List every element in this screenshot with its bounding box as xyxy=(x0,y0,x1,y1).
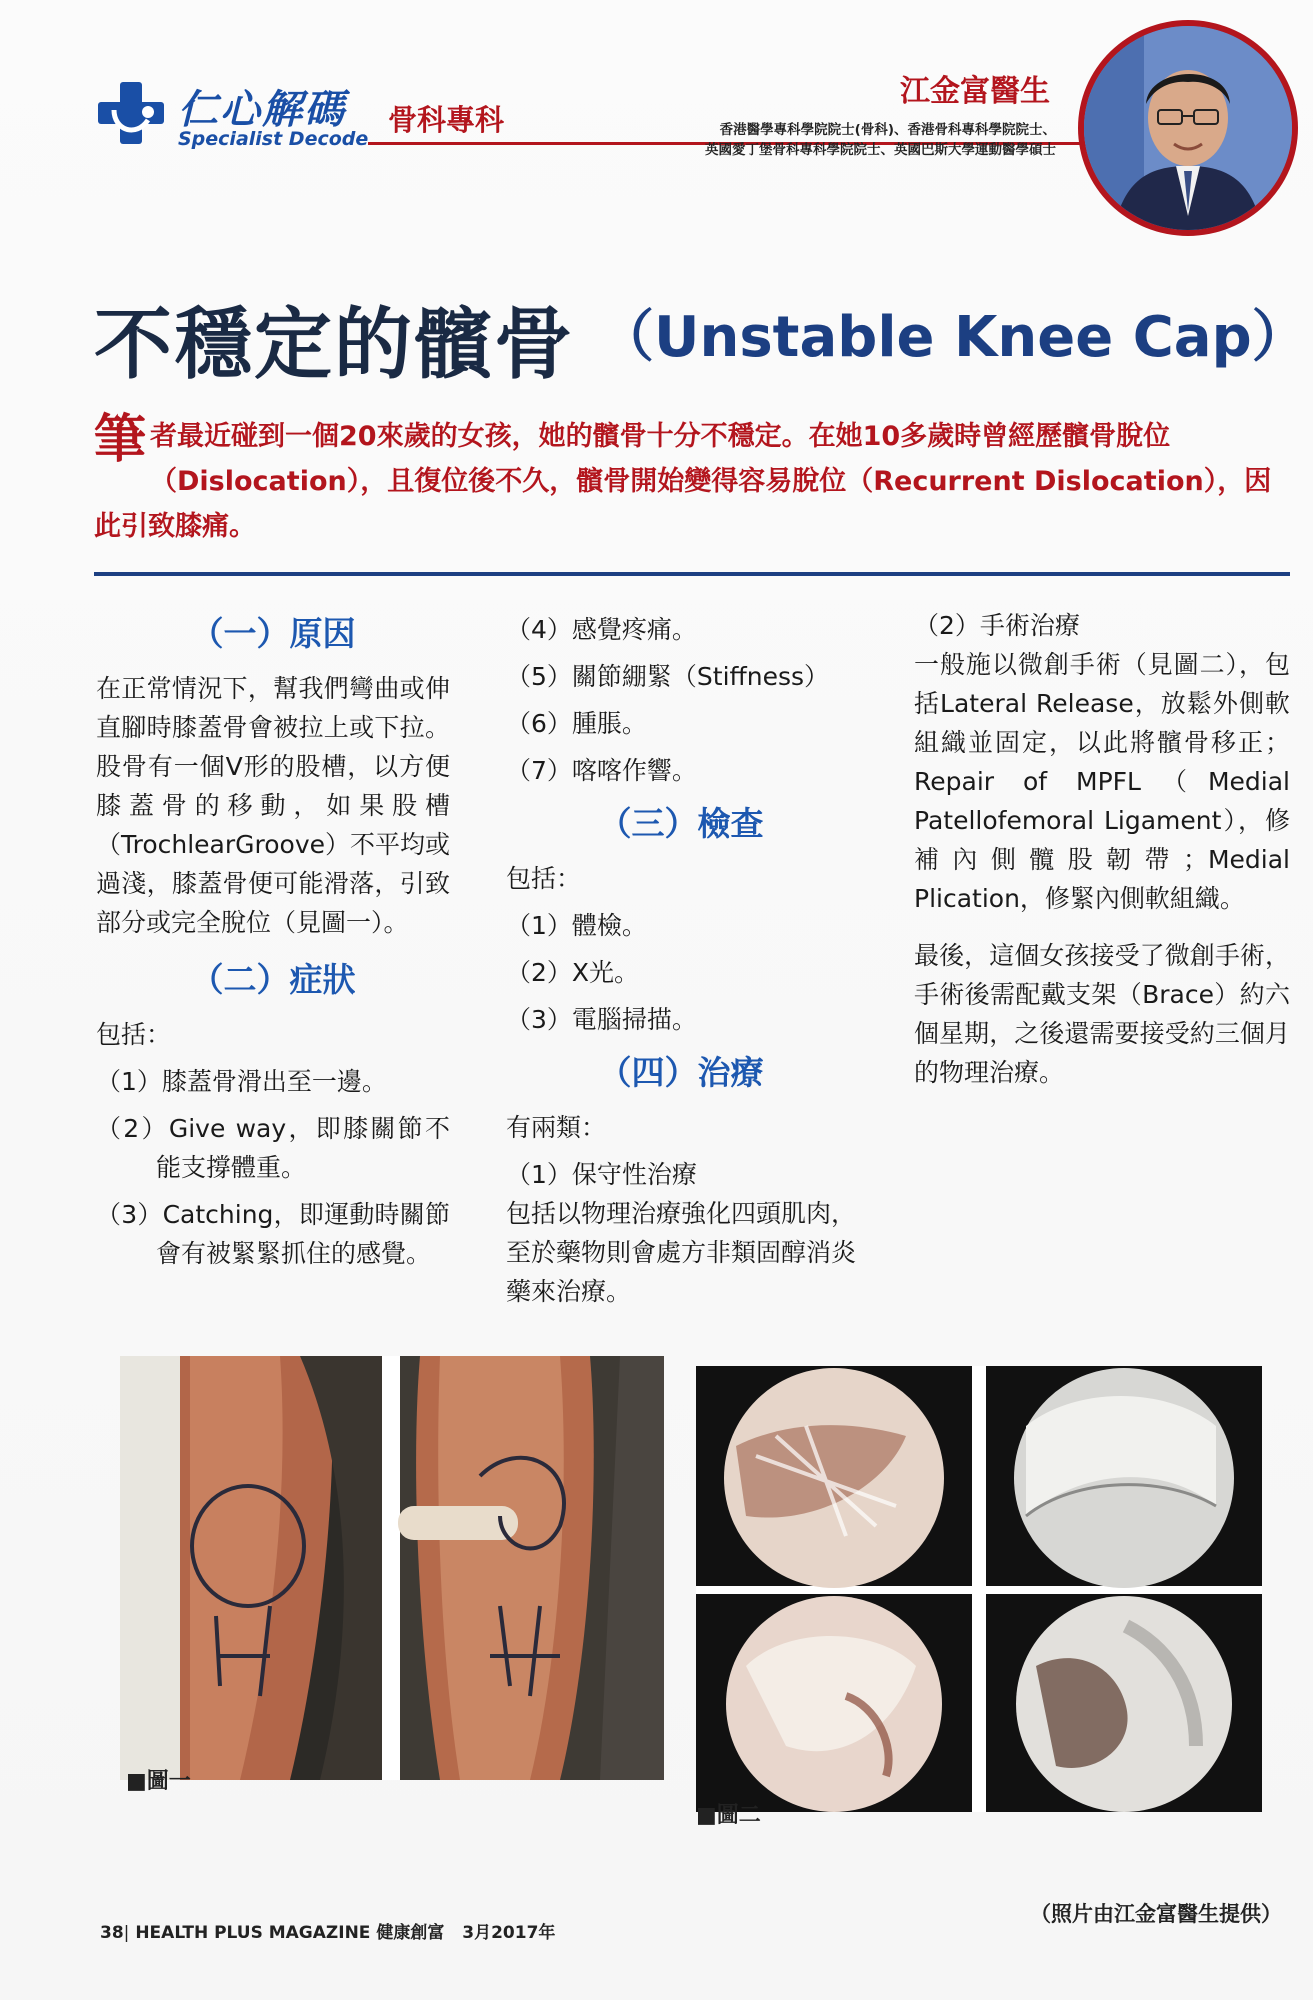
intro-paragraph xyxy=(94,410,1290,549)
intro-divider xyxy=(94,572,1290,576)
list-item: （2）X光。 xyxy=(506,958,640,987)
conservative-treatment-text: 包括以物理治療強化四頭肌肉，至於藥物則會處方非類固醇消炎藥來治療。 xyxy=(506,1199,857,1306)
cause-paragraph: 在正常情況下，幫我們彎曲或伸直腳時膝蓋骨會被拉上或下拉。股骨有一個V形的股槽，以方便膝蓋骨的移動，如果股槽（TrochlearGroove）不平均或過淺，膝蓋骨便可能滑落，引致部分或完全脫位（見圖一）。 xyxy=(96,674,451,937)
treatment-intro: 有兩類： xyxy=(506,1113,607,1142)
article-title: 不穩定的髕骨 xyxy=(94,300,575,390)
examination-intro: 包括： xyxy=(506,864,582,893)
section-tag: 骨科專科 xyxy=(388,103,505,137)
doctor-portrait xyxy=(1078,20,1298,236)
list-item: （1）膝蓋骨滑出至一邊。 xyxy=(96,1067,387,1096)
list-item: （4）感覺疼痛。 xyxy=(506,615,697,644)
section-heading-symptoms: （二）症狀 xyxy=(190,960,356,999)
credential-line: 英國愛丁堡骨科專科學院院士、英國巴斯大學運動醫學碩士 xyxy=(705,142,1056,158)
closing-paragraph: 最後，這個女孩接受了微創手術，手術後需配戴支架（Brace）約六個星期，之後還需要接受約三個月的物理治療。 xyxy=(914,941,1290,1087)
logo-subtitle: Specialist Decode xyxy=(178,128,369,150)
medical-cross-logo-icon xyxy=(96,80,166,146)
figure-2-arthroscopy xyxy=(696,1366,1262,1812)
section-heading-examination: （三）檢查 xyxy=(598,804,764,843)
credential-line: 香港醫學專科學院院士(骨科)、香港骨科專科學院院士、 xyxy=(719,122,1056,138)
section-heading-treatment: （四）治療 xyxy=(598,1053,764,1092)
symptoms-intro: 包括： xyxy=(96,1020,172,1049)
surgical-treatment-text: 一般施以微創手術（見圖二），包括Lateral Release，放鬆外側軟組織並固定，以此將髕骨移正；Repair of MPFL（Medial Patellofemoral Ligament），修補內側髖股韌帶；Medial Plication，修緊內側軟組織。 xyxy=(914,650,1290,913)
column-1 xyxy=(96,608,450,1281)
conservative-treatment-title: （1）保守性治療 xyxy=(506,1160,697,1189)
magazine-name-cn: 健康創富 xyxy=(376,1923,445,1943)
list-item: （1）體檢。 xyxy=(506,911,647,940)
list-item: （2）Give way，即膝關節不能支撐體重。 xyxy=(96,1114,450,1182)
footer-separator: | xyxy=(123,1923,130,1943)
logo-title: 仁心解碼 xyxy=(178,87,346,133)
page-footer xyxy=(100,1918,555,1943)
magazine-name: HEALTH PLUS MAGAZINE xyxy=(135,1923,371,1943)
figure-1-caption: ■圖一 xyxy=(126,1769,191,1794)
intro-text: 者最近碰到一個20來歲的女孩，她的髕骨十分不穩定。在她10多歲時曾經歷髕骨脫位（Dislocation），且復位後不久，髕骨開始變得容易脫位（Recurrent Dislocation），因此引致膝痛。 xyxy=(94,421,1272,542)
doctor-credentials xyxy=(650,120,1056,160)
figure-1-photos xyxy=(120,1356,664,1780)
list-item: （3）電腦掃描。 xyxy=(506,1005,697,1034)
page-number: 38 xyxy=(100,1923,124,1943)
article-title-english: （Unstable Knee Cap） xyxy=(598,305,1308,370)
drop-cap: 筆 xyxy=(94,410,147,470)
figure-2-caption: ■圖二 xyxy=(696,1803,761,1828)
section-heading-cause: （一）原因 xyxy=(190,614,356,653)
surgical-treatment-title: （2）手術治療 xyxy=(914,611,1080,640)
doctor-name: 江金富醫生 xyxy=(900,74,1050,109)
list-item: （7）喀喀作響。 xyxy=(506,756,697,785)
column-2 xyxy=(506,610,856,1319)
list-item: （3）Catching，即運動時關節會有被緊緊抓住的感覺。 xyxy=(96,1200,450,1268)
column-3 xyxy=(914,606,1290,1100)
photo-credit: （照片由江金富醫生提供） xyxy=(1030,1902,1282,1926)
list-item: （6）腫脹。 xyxy=(506,709,647,738)
list-item: （5）關節綳緊（Stiffness） xyxy=(506,662,830,691)
issue-date: 3月2017年 xyxy=(462,1923,556,1943)
